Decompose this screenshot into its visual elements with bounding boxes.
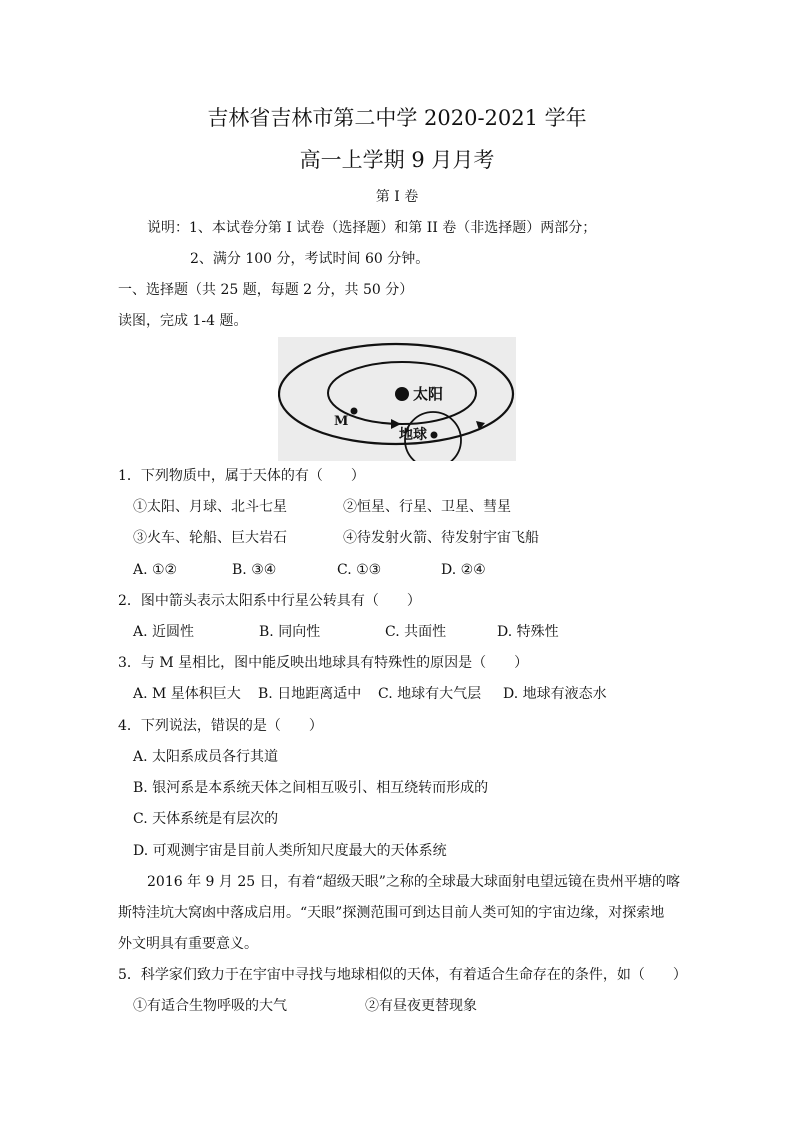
note-line-2: 2、满分 100 分，考试时间 60 分钟。 — [190, 251, 430, 267]
note-line-1: 说明：1、本试卷分第 I 试卷（选择题）和第 II 卷（非选择题）两部分； — [147, 220, 597, 236]
q4-stem: 4．下列说法，错误的是（ ） — [118, 718, 323, 734]
q3-option-a: A. M 星体积巨大 — [133, 686, 241, 702]
passage-line-3: 外文明具有重要意义。 — [118, 936, 258, 952]
q1-option-c: C. ①③ — [337, 562, 382, 578]
q1-option-a: A. ①② — [133, 562, 178, 578]
earth-label: 地球 — [399, 427, 427, 443]
passage-line-1: 2016 年 9 月 25 日，有着“超级天眼”之称的全球最大球面射电望远镜在贵州平塘的喀 — [147, 874, 680, 890]
m-planet-dot — [351, 408, 358, 415]
q3-option-b: B. 日地距离适中 — [258, 686, 362, 702]
q5-item-2: ②有昼夜更替现象 — [365, 998, 477, 1014]
earth-dot — [431, 432, 438, 439]
m-label: M — [334, 414, 349, 429]
q2-stem: 2．图中箭头表示太阳系中行星公转具有（ ） — [118, 593, 421, 609]
q1-item-3: ③火车、轮船、巨大岩石 — [133, 530, 287, 546]
q1-item-4: ④待发射火箭、待发射宇宙飞船 — [343, 530, 539, 546]
instruction: 读图，完成 1-4 题。 — [118, 313, 248, 329]
solar-system-figure — [278, 337, 516, 461]
q2-option-a: A. 近圆性 — [133, 624, 195, 640]
q1-item-2: ②恒星、行星、卫星、彗星 — [343, 499, 511, 515]
q2-option-c: C. 共面性 — [385, 624, 447, 640]
sun-dot — [395, 387, 409, 401]
q1-stem: 1．下列物质中，属于天体的有（ ） — [118, 468, 365, 484]
q4-option-c: C. 天体系统是有层次的 — [133, 811, 279, 827]
q2-option-b: B. 同向性 — [259, 624, 321, 640]
page-title-line2: 高一上学期 9 月月考 — [299, 148, 495, 172]
q2-option-d: D. 特殊性 — [497, 624, 559, 640]
q3-option-d: D. 地球有液态水 — [503, 686, 607, 702]
q4-option-a: A. 太阳系成员各行其道 — [133, 749, 279, 765]
section-heading: 一、选择题（共 25 题，每题 2 分，共 50 分） — [118, 282, 414, 298]
q1-option-d: D. ②④ — [441, 562, 486, 578]
q1-option-b: B. ③④ — [232, 562, 277, 578]
q1-item-1: ①太阳、月球、北斗七星 — [133, 499, 287, 515]
page-title-line1: 吉林省吉林市第二中学 2020-2021 学年 — [207, 106, 587, 130]
q4-option-d: D. 可观测宇宙是目前人类所知尺度最大的天体系统 — [133, 843, 447, 859]
passage-line-2: 斯特洼坑大窝凼中落成启用。“天眼”探测范围可到达目前人类可知的宇宙边缘，对探索地 — [118, 905, 665, 921]
q3-option-c: C. 地球有大气层 — [378, 686, 482, 702]
volume-label: 第 I 卷 — [375, 189, 419, 205]
sun-label: 太阳 — [413, 385, 444, 403]
q3-stem: 3．与 M 星相比，图中能反映出地球具有特殊性的原因是（ ） — [118, 655, 529, 671]
orbit-diagram — [278, 337, 516, 461]
q4-option-b: B. 银河系是本系统天体之间相互吸引、相互绕转而形成的 — [133, 780, 489, 796]
q5-item-1: ①有适合生物呼吸的大气 — [133, 998, 287, 1014]
q5-stem: 5．科学家们致力于在宇宙中寻找与地球相似的天体，有着适合生命存在的条件，如（ ） — [118, 967, 687, 983]
